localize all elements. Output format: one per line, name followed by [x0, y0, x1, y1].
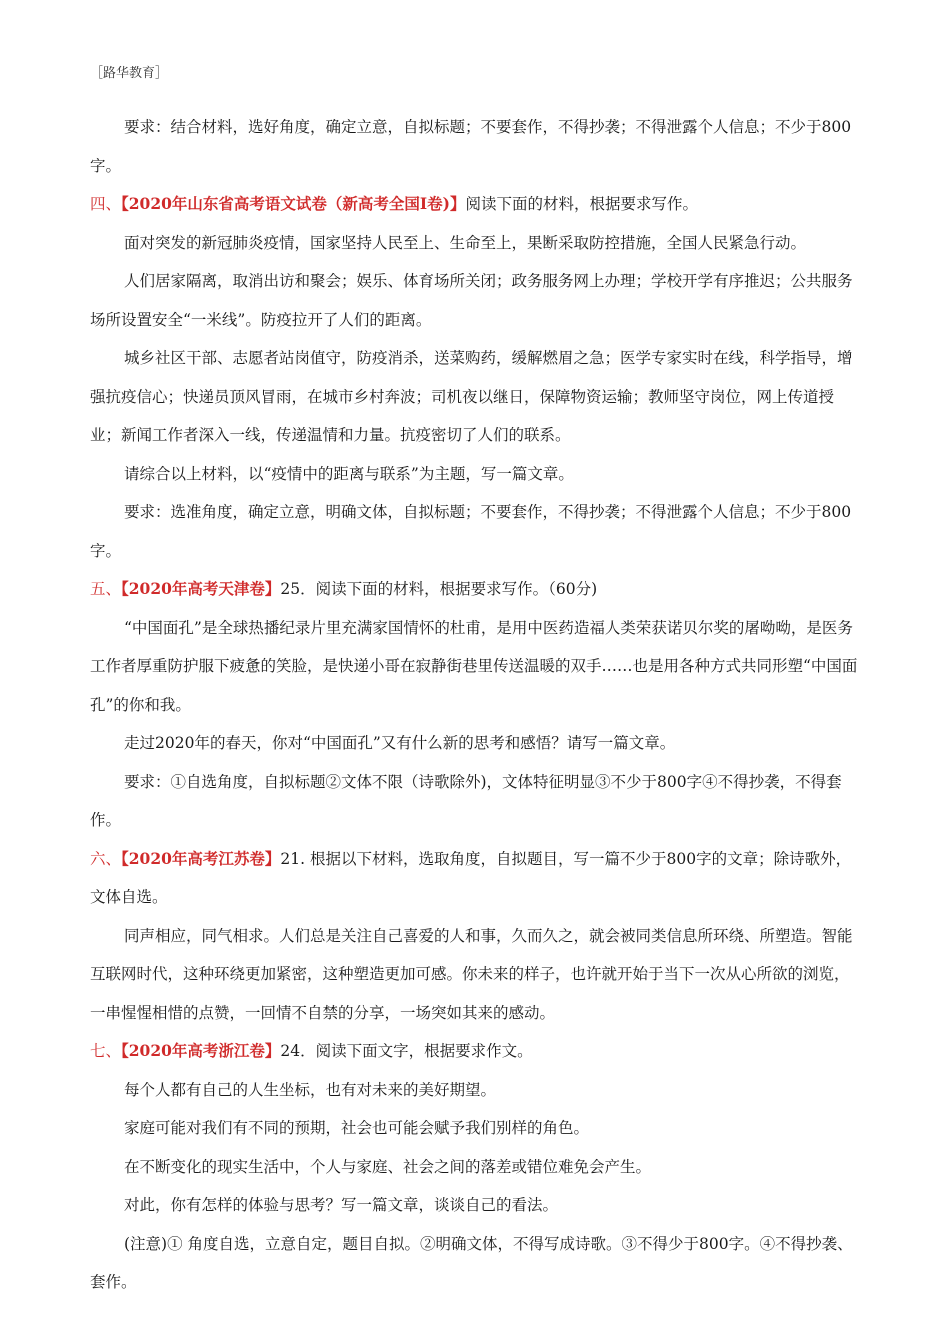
question-source: 【2020年高考天津卷】	[121, 579, 281, 598]
material-paragraph: 人们居家隔离，取消出访和聚会；娱乐、体育场所关闭；政务服务网上办理；学校开学有序推迟；公共服务场所设置安全“一米线”。防疫拉开了人们的距离。	[90, 272, 853, 329]
question-number: 七、	[90, 1042, 122, 1060]
material-paragraph: 每个人都有自己的人生坐标，也有对未来的美好期望。	[124, 1080, 497, 1099]
question-heading-4	[90, 185, 862, 224]
material-paragraph: “中国面孔”是全球热播纪录片里充满家国情怀的杜甫，是用中医药造福人类荣获诺贝尔奖的屠呦呦，是医务工作者厚重防护服下疲惫的笑脸，是快递小哥在寂静街巷里传送温暖的双手……也是用各种方式共同形塑“中国面孔”的你和我。	[90, 618, 858, 714]
question-instruction: 21. 根据以下材料，选取角度，自拟题目，写一篇不少于800字的文章；除诗歌外，文体自选。	[90, 849, 852, 906]
question-number: 六、	[90, 849, 122, 868]
prompt-paragraph: 走过2020年的春天，你对“中国面孔”又有什么新的思考和感悟？请写一篇文章。	[124, 734, 676, 752]
requirement-paragraph: 要求：选准角度，确定立意，明确文体，自拟标题；不要套作，不得抄袭；不得泄露个人信息；不少于800字。	[90, 503, 852, 560]
requirement-paragraph: (注意)① 角度自选，立意自定，题目自拟。②明确文体，不得写成诗歌。③不得少于800字。④不得抄袭、套作。	[90, 1234, 853, 1291]
question-source: 【2020年山东省高考语文试卷（新高考全国Ⅰ卷)】	[121, 194, 466, 213]
material-paragraph: 在不断变化的现实生活中，个人与家庭、社会之间的落差或错位难免会产生。	[124, 1157, 652, 1176]
question-heading-6	[90, 840, 862, 917]
requirement-paragraph: 要求：结合材料，选好角度，确定立意，自拟标题；不要套作，不得抄袭；不得泄露个人信息；不少于800字。	[90, 118, 852, 175]
prompt-paragraph: 请综合以上材料，以“疫情中的距离与联系”为主题，写一篇文章。	[124, 464, 574, 483]
question-instruction: 25．阅读下面的材料，根据要求写作。（60分)	[280, 580, 598, 598]
material-paragraph: 面对突发的新冠肺炎疫情，国家坚持人民至上、生命至上，果断采取防控措施，全国人民紧急行动。	[124, 233, 807, 252]
material-paragraph: 家庭可能对我们有不同的预期，社会也可能会赋予我们别样的角色。	[124, 1119, 590, 1137]
question-instruction: 阅读下面的材料，根据要求写作。	[465, 195, 699, 213]
material-paragraph: 同声相应，同气相求。人们总是关注自己喜爱的人和事，久而久之，就会被同类信息所环绕、所塑造。智能互联网时代，这种环绕更加紧密，这种塑造更加可感。你未来的样子，也许就开始于当下一次从心所欲的浏览，一串惺惺相惜的点赞，一回情不自禁的分享，一场突如其来的感动。	[90, 926, 853, 1022]
question-source: 【2020年高考江苏卷】	[121, 848, 281, 868]
material-paragraph: 城乡社区干部、志愿者站岗值守，防疫消杀，送菜购药，缓解燃眉之急；医学专家实时在线，科学指导，增强抗疫信心；快递员顶风冒雨，在城市乡村奔波；司机夜以继日，保障物资运输；教师坚守岗位，网上传道授业；新闻工作者深入一线，传递温情和力量。抗疫密切了人们的联系。	[90, 349, 853, 444]
question-instruction: 24．阅读下面文字，根据要求作文。	[280, 1042, 533, 1060]
requirement-paragraph: 要求：①自选角度，自拟标题②文体不限（诗歌除外)，文体特征明显③不少于800字④不得抄袭，不得套作。	[90, 772, 842, 829]
question-source: 【2020年高考浙江卷】	[121, 1041, 281, 1060]
question-heading-5	[90, 570, 862, 609]
header-label: ［路华教育］	[90, 66, 169, 81]
question-number: 四、	[90, 195, 122, 213]
question-heading-7	[90, 1032, 862, 1071]
question-number: 五、	[90, 580, 122, 598]
document-body	[90, 108, 862, 1302]
prompt-paragraph: 对此，你有怎样的体验与思考？写一篇文章，谈谈自己的看法。	[124, 1196, 559, 1214]
